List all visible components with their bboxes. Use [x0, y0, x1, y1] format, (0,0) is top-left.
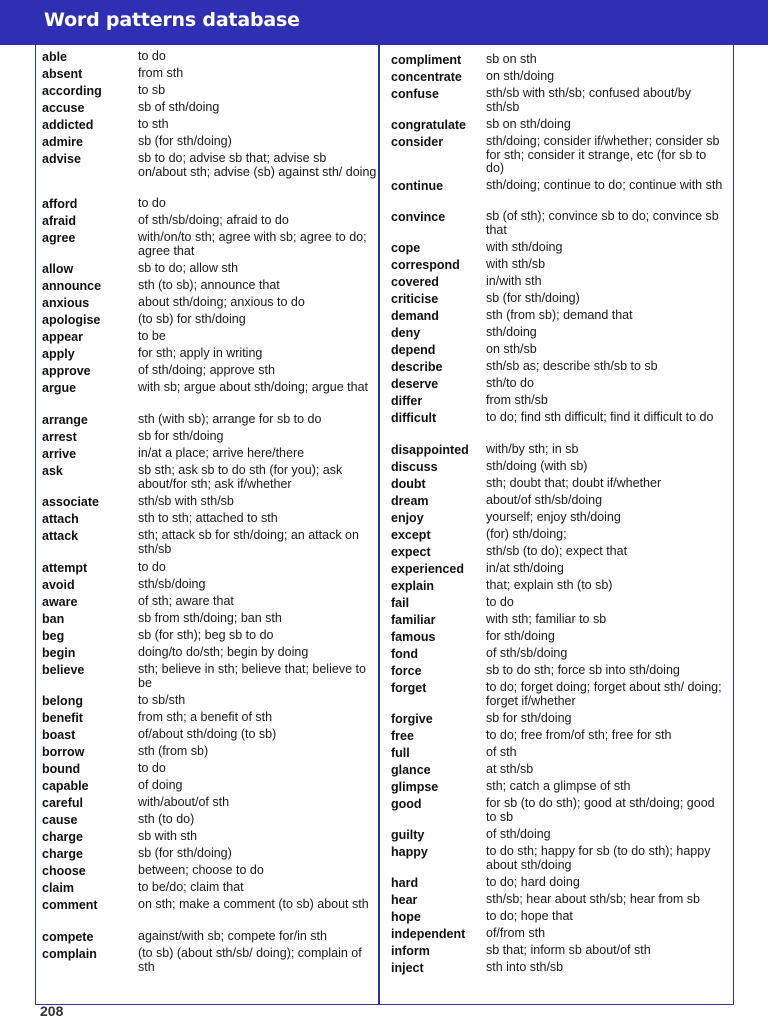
entry-pattern: sth/sb as; describe sth/sb to sb	[486, 359, 658, 373]
entry-word: demand	[391, 309, 439, 323]
entry-word: famous	[391, 630, 436, 644]
entry-pattern: of doing	[138, 778, 183, 792]
entry-pattern: sth (to do)	[138, 812, 195, 826]
entry-pattern: of sth/doing; approve sth	[138, 363, 275, 377]
entry-pattern: sth; doubt that; doubt if/whether	[486, 476, 662, 490]
entry-word: ban	[42, 612, 65, 626]
entry-pattern: to be/do; claim that	[138, 880, 244, 894]
page-number: 208	[40, 1003, 64, 1019]
entry-pattern: of sth	[486, 745, 517, 759]
entry-word: fond	[391, 647, 419, 661]
entry-pattern: sb (of sth); convince sb to do; convince sb that	[486, 209, 719, 237]
entry-word: criticise	[391, 292, 439, 306]
entry-word: confuse	[391, 87, 439, 101]
entry-word: cope	[391, 241, 421, 255]
entry-pattern: for sth; apply in writing	[138, 346, 263, 360]
entry-word: fail	[391, 596, 410, 610]
entry-word: charge	[42, 847, 83, 861]
entry-pattern: of/from sth	[486, 926, 546, 940]
entry-word: benefit	[42, 711, 83, 725]
entry-pattern: to do	[138, 560, 166, 574]
entry-word: compete	[42, 930, 94, 944]
entry-pattern: in/at a place; arrive here/there	[138, 446, 305, 460]
entry-pattern: sb on sth/doing	[486, 117, 571, 131]
entry-word: deserve	[391, 377, 439, 391]
entry-word: concentrate	[391, 70, 462, 84]
entry-pattern: sth/doing	[486, 325, 537, 339]
entry-pattern: sth; catch a glimpse of sth	[486, 779, 631, 793]
entry-pattern: in/with sth	[486, 274, 542, 288]
entry-word: difficult	[391, 411, 437, 425]
entry-word: correspond	[391, 258, 460, 272]
entry-pattern: on sth/doing	[486, 69, 555, 83]
entry-pattern: to sth	[138, 117, 169, 131]
left-column	[42, 50, 377, 990]
entry-word: apply	[42, 347, 75, 361]
entry-pattern: sth/doing; consider if/whether; consider sb for sth; consider it strange, etc (for sb to do)	[486, 134, 720, 175]
entry-word: arrange	[42, 413, 88, 427]
entry-pattern: with sth/doing	[486, 240, 563, 254]
entry-word: arrest	[42, 430, 77, 444]
entry-word: guilty	[391, 828, 425, 842]
entry-pattern: sth into sth/sb	[486, 960, 564, 974]
entry-word: hope	[391, 910, 421, 924]
entry-pattern: to sb	[138, 83, 166, 97]
frame-line-bottom	[35, 1004, 734, 1005]
entry-word: believe	[42, 663, 85, 677]
entry-word: covered	[391, 275, 439, 289]
page-title: Word patterns database	[44, 9, 300, 31]
entry-word: experienced	[391, 562, 464, 576]
entry-pattern: sth/sb/doing	[138, 577, 206, 591]
entry-word: accuse	[42, 101, 85, 115]
entry-word: enjoy	[391, 511, 424, 525]
entry-word: anxious	[42, 296, 90, 310]
entry-word: describe	[391, 360, 443, 374]
entry-pattern: sb to do; allow sth	[138, 261, 239, 275]
entry-pattern: with/on/to sth; agree with sb; agree to do; agree that	[138, 230, 367, 258]
entry-pattern: from sth	[138, 66, 184, 80]
frame-line-right	[733, 45, 734, 1005]
entry-pattern: to do	[486, 595, 514, 609]
entry-pattern: to do; hard doing	[486, 875, 580, 889]
entry-word: beg	[42, 629, 65, 643]
entry-word: admire	[42, 135, 83, 149]
entry-word: begin	[42, 646, 76, 660]
entry-word: disappointed	[391, 443, 469, 457]
entry-pattern: sth; believe in sth; believe that; believe to be	[138, 662, 366, 690]
entry-pattern: sth/sb with sth/sb	[138, 494, 234, 508]
entry-word: happy	[391, 845, 428, 859]
frame-line-middle	[378, 45, 380, 1005]
entry-word: convince	[391, 210, 446, 224]
entry-pattern: to do	[138, 49, 166, 63]
entry-word: consider	[391, 135, 444, 149]
entry-word: capable	[42, 779, 89, 793]
entry-pattern: sb on sth	[486, 52, 537, 66]
entry-word: independent	[391, 927, 466, 941]
entry-word: hear	[391, 893, 418, 907]
entry-pattern: to do sth; happy for sb (to do sth); happy about sth/doing	[486, 844, 711, 872]
entry-pattern: sb (for sth/doing)	[486, 291, 580, 305]
entry-word: afford	[42, 197, 78, 211]
entry-word: advise	[42, 152, 81, 166]
entry-pattern: sth/doing (with sb)	[486, 459, 588, 473]
entry-word: forgive	[391, 712, 433, 726]
entry-word: glimpse	[391, 780, 439, 794]
entry-word: forget	[391, 681, 427, 695]
entry-word: able	[42, 50, 68, 64]
entry-pattern: to be	[138, 329, 166, 343]
entry-pattern: sth (to sb); announce that	[138, 278, 280, 292]
entry-word: congratulate	[391, 118, 467, 132]
entry-pattern: sb (for sth/doing)	[138, 846, 232, 860]
entry-word: attach	[42, 512, 79, 526]
entry-word: afraid	[42, 214, 77, 228]
entry-word: force	[391, 664, 422, 678]
entry-word: aware	[42, 595, 78, 609]
entry-word: bound	[42, 762, 81, 776]
entry-word: arrive	[42, 447, 77, 461]
entry-pattern: sth to sth; attached to sth	[138, 511, 278, 525]
entry-word: argue	[42, 381, 77, 395]
entry-pattern: for sth/doing	[486, 629, 555, 643]
entry-pattern: with/about/of sth	[138, 795, 230, 809]
entry-pattern: in/at sth/doing	[486, 561, 564, 575]
entry-pattern: with/by sth; in sb	[486, 442, 579, 456]
entry-pattern: to do	[138, 196, 166, 210]
entry-pattern: sb sth; ask sb to do sth (for you); ask about/for sth; ask if/whether	[138, 463, 343, 491]
entry-word: careful	[42, 796, 83, 810]
entry-pattern: to do; hope that	[486, 909, 573, 923]
entry-word: ask	[42, 464, 63, 478]
entry-word: good	[391, 797, 422, 811]
right-column	[391, 50, 731, 990]
entry-pattern: (to sb) (about sth/sb/ doing); complain of sth	[138, 946, 362, 974]
entry-word: absent	[42, 67, 83, 81]
entry-pattern: to do	[138, 761, 166, 775]
entry-word: free	[391, 729, 414, 743]
entry-pattern: between; choose to do	[138, 863, 264, 877]
entry-word: cause	[42, 813, 78, 827]
entry-pattern: (to sb) for sth/doing	[138, 312, 246, 326]
entry-pattern: sth/sb (to do); expect that	[486, 544, 628, 558]
entry-pattern: to do; free from/of sth; free for sth	[486, 728, 672, 742]
entry-pattern: from sth; a benefit of sth	[138, 710, 273, 724]
entry-word: glance	[391, 763, 431, 777]
entry-word: hard	[391, 876, 419, 890]
entry-word: expect	[391, 545, 431, 559]
entry-word: inform	[391, 944, 430, 958]
entry-word: except	[391, 528, 431, 542]
entry-pattern: on sth/sb	[486, 342, 537, 356]
entry-pattern: sth/to do	[486, 376, 534, 390]
entry-word: announce	[42, 279, 102, 293]
entry-pattern: sb to do sth; force sb into sth/doing	[486, 663, 680, 677]
entry-word: deny	[391, 326, 421, 340]
entry-pattern: doing/to do/sth; begin by doing	[138, 645, 309, 659]
entry-word: attempt	[42, 561, 88, 575]
entry-pattern: sth; attack sb for sth/doing; an attack on sth/sb	[138, 528, 359, 556]
entry-pattern: sb for sth/doing	[486, 711, 572, 725]
entry-pattern: of sth/sb/doing; afraid to do	[138, 213, 289, 227]
entry-word: charge	[42, 830, 83, 844]
entry-word: choose	[42, 864, 86, 878]
entry-pattern: at sth/sb	[486, 762, 534, 776]
entry-word: continue	[391, 179, 444, 193]
entry-word: borrow	[42, 745, 85, 759]
entry-pattern: of/about sth/doing (to sb)	[138, 727, 277, 741]
entry-pattern: sb of sth/doing	[138, 100, 220, 114]
entry-word: dream	[391, 494, 429, 508]
entry-word: according	[42, 84, 102, 98]
entry-pattern: sb with sth	[138, 829, 198, 843]
entry-word: compliment	[391, 53, 462, 67]
entry-word: boast	[42, 728, 76, 742]
entry-word: comment	[42, 898, 98, 912]
entry-pattern: sb from sth/doing; ban sth	[138, 611, 282, 625]
entry-pattern: sth (from sb); demand that	[486, 308, 633, 322]
entry-word: discuss	[391, 460, 438, 474]
entry-pattern: sb for sth/doing	[138, 429, 224, 443]
entry-word: allow	[42, 262, 74, 276]
entry-word: inject	[391, 961, 424, 975]
entry-word: full	[391, 746, 410, 760]
entry-pattern: to do; forget doing; forget about sth/ doing; forget if/whether	[486, 680, 722, 708]
entry-pattern: sth (from sb)	[138, 744, 209, 758]
page-header	[0, 0, 768, 45]
entry-pattern: on sth; make a comment (to sb) about sth	[138, 897, 369, 911]
entry-pattern: to do; find sth difficult; find it difficult to do	[486, 410, 714, 424]
entry-word: addicted	[42, 118, 94, 132]
entry-pattern: (for) sth/doing;	[486, 527, 567, 541]
entry-word: claim	[42, 881, 74, 895]
entry-word: apologise	[42, 313, 101, 327]
entry-pattern: sth (with sb); arrange for sb to do	[138, 412, 322, 426]
entry-pattern: sth/doing; continue to do; continue with sth	[486, 178, 723, 192]
entry-word: approve	[42, 364, 91, 378]
entry-pattern: sth/sb; hear about sth/sb; hear from sb	[486, 892, 701, 906]
entry-pattern: of sth/doing	[486, 827, 551, 841]
entry-word: appear	[42, 330, 83, 344]
entry-word: attack	[42, 529, 79, 543]
frame-line-left	[35, 45, 36, 1005]
entry-pattern: with sth; familiar to sb	[486, 612, 607, 626]
entry-pattern: to sb/sth	[138, 693, 186, 707]
entry-pattern: with sth/sb	[486, 257, 546, 271]
entry-pattern: of sth; aware that	[138, 594, 234, 608]
entry-pattern: for sb (to do sth); good at sth/doing; good to sb	[486, 796, 715, 824]
entry-pattern: about sth/doing; anxious to do	[138, 295, 305, 309]
entry-word: agree	[42, 231, 76, 245]
entry-word: explain	[391, 579, 435, 593]
entry-word: associate	[42, 495, 99, 509]
entry-word: familiar	[391, 613, 436, 627]
entry-pattern: sb that; inform sb about/of sth	[486, 943, 651, 957]
entry-pattern: that; explain sth (to sb)	[486, 578, 613, 592]
entry-pattern: with sb; argue about sth/doing; argue that	[138, 380, 369, 394]
entry-pattern: sb (for sth); beg sb to do	[138, 628, 274, 642]
entry-word: depend	[391, 343, 436, 357]
entry-pattern: yourself; enjoy sth/doing	[486, 510, 621, 524]
entry-pattern: against/with sb; compete for/in sth	[138, 929, 327, 943]
entry-pattern: sth/sb with sth/sb; confused about/by sth/sb	[486, 86, 691, 114]
entry-pattern: of sth/sb/doing	[486, 646, 568, 660]
entry-word: differ	[391, 394, 423, 408]
entry-word: doubt	[391, 477, 426, 491]
entry-pattern: sb (for sth/doing)	[138, 134, 232, 148]
entry-pattern: sb to do; advise sb that; advise sb on/about sth; advise (sb) against sth/ doing	[138, 151, 377, 179]
entry-word: belong	[42, 694, 83, 708]
entry-pattern: from sth/sb	[486, 393, 548, 407]
entry-word: avoid	[42, 578, 75, 592]
entry-pattern: about/of sth/sb/doing	[486, 493, 603, 507]
entry-word: complain	[42, 947, 97, 961]
